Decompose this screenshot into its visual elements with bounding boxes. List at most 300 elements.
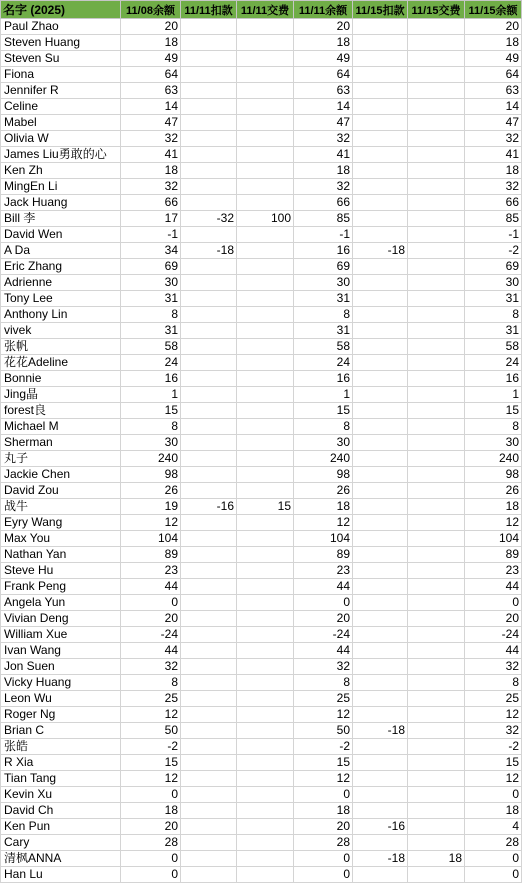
deduction-1115-cell[interactable] bbox=[353, 531, 408, 547]
payment-1115-cell[interactable] bbox=[408, 611, 465, 627]
deduction-1111-cell[interactable] bbox=[181, 307, 237, 323]
deduction-1111-cell[interactable] bbox=[181, 147, 237, 163]
name-cell[interactable]: Bill 李 bbox=[1, 211, 121, 227]
balance-1108-cell[interactable]: 15 bbox=[121, 755, 181, 771]
balance-1115-cell[interactable]: 32 bbox=[465, 723, 522, 739]
name-cell[interactable]: Han Lu bbox=[1, 867, 121, 883]
deduction-1111-cell[interactable] bbox=[181, 195, 237, 211]
name-cell[interactable]: Paul Zhao bbox=[1, 19, 121, 35]
payment-1111-cell[interactable] bbox=[237, 579, 294, 595]
deduction-1111-cell[interactable] bbox=[181, 675, 237, 691]
payment-1115-cell[interactable] bbox=[408, 243, 465, 259]
payment-1115-cell[interactable] bbox=[408, 771, 465, 787]
deduction-1111-cell[interactable] bbox=[181, 259, 237, 275]
payment-1115-cell[interactable] bbox=[408, 579, 465, 595]
deduction-1111-cell[interactable] bbox=[181, 851, 237, 867]
balance-1111-cell[interactable]: 58 bbox=[294, 339, 353, 355]
deduction-1115-cell[interactable] bbox=[353, 627, 408, 643]
balance-1115-cell[interactable]: 8 bbox=[465, 675, 522, 691]
payment-1111-cell[interactable] bbox=[237, 563, 294, 579]
deduction-1111-cell[interactable] bbox=[181, 691, 237, 707]
deduction-1111-cell[interactable] bbox=[181, 435, 237, 451]
deduction-1115-cell[interactable] bbox=[353, 99, 408, 115]
payment-1111-cell[interactable] bbox=[237, 867, 294, 883]
balance-1115-cell[interactable]: 15 bbox=[465, 403, 522, 419]
deduction-1115-cell[interactable] bbox=[353, 419, 408, 435]
balance-1111-cell[interactable]: 26 bbox=[294, 483, 353, 499]
payment-1115-cell[interactable] bbox=[408, 595, 465, 611]
balance-1111-cell[interactable]: 30 bbox=[294, 435, 353, 451]
name-cell[interactable]: Celine bbox=[1, 99, 121, 115]
payment-1115-cell[interactable] bbox=[408, 643, 465, 659]
payment-1115-cell[interactable] bbox=[408, 739, 465, 755]
name-cell[interactable]: MingEn Li bbox=[1, 179, 121, 195]
payment-1111-cell[interactable] bbox=[237, 259, 294, 275]
balance-1108-cell[interactable]: 25 bbox=[121, 691, 181, 707]
name-cell[interactable]: forest良 bbox=[1, 403, 121, 419]
deduction-1115-cell[interactable] bbox=[353, 227, 408, 243]
payment-1111-cell[interactable] bbox=[237, 51, 294, 67]
balance-1115-cell[interactable]: 66 bbox=[465, 195, 522, 211]
payment-1115-cell[interactable] bbox=[408, 707, 465, 723]
balance-1108-cell[interactable]: 20 bbox=[121, 819, 181, 835]
balance-1111-cell[interactable]: 64 bbox=[294, 67, 353, 83]
payment-1115-cell[interactable] bbox=[408, 259, 465, 275]
balance-1115-cell[interactable]: 31 bbox=[465, 323, 522, 339]
balance-1111-cell[interactable]: 66 bbox=[294, 195, 353, 211]
balance-1108-cell[interactable]: 69 bbox=[121, 259, 181, 275]
balance-1108-cell[interactable]: 20 bbox=[121, 611, 181, 627]
balance-1108-cell[interactable]: 18 bbox=[121, 163, 181, 179]
balance-1115-cell[interactable]: 85 bbox=[465, 211, 522, 227]
name-cell[interactable]: Cary bbox=[1, 835, 121, 851]
name-cell[interactable]: William Xue bbox=[1, 627, 121, 643]
balance-1115-cell[interactable]: 15 bbox=[465, 755, 522, 771]
payment-1111-cell[interactable] bbox=[237, 835, 294, 851]
payment-1115-cell[interactable] bbox=[408, 163, 465, 179]
deduction-1111-cell[interactable] bbox=[181, 419, 237, 435]
balance-1115-cell[interactable]: 14 bbox=[465, 99, 522, 115]
payment-1115-cell[interactable] bbox=[408, 787, 465, 803]
balance-1115-cell[interactable]: 0 bbox=[465, 595, 522, 611]
balance-1115-cell[interactable]: 64 bbox=[465, 67, 522, 83]
deduction-1115-cell[interactable] bbox=[353, 211, 408, 227]
name-cell[interactable]: Ivan Wang bbox=[1, 643, 121, 659]
balance-1115-cell[interactable]: 18 bbox=[465, 163, 522, 179]
name-cell[interactable]: Eyry Wang bbox=[1, 515, 121, 531]
payment-1115-cell[interactable] bbox=[408, 435, 465, 451]
balance-1111-cell[interactable]: 20 bbox=[294, 19, 353, 35]
deduction-1111-cell[interactable] bbox=[181, 19, 237, 35]
deduction-1111-cell[interactable] bbox=[181, 739, 237, 755]
deduction-1111-cell[interactable] bbox=[181, 835, 237, 851]
deduction-1115-cell[interactable] bbox=[353, 771, 408, 787]
balance-1111-cell[interactable]: 20 bbox=[294, 819, 353, 835]
deduction-1115-cell[interactable] bbox=[353, 163, 408, 179]
name-cell[interactable]: Vicky Huang bbox=[1, 675, 121, 691]
deduction-1115-cell[interactable] bbox=[353, 403, 408, 419]
balance-1108-cell[interactable]: 12 bbox=[121, 771, 181, 787]
balance-1108-cell[interactable]: 0 bbox=[121, 787, 181, 803]
balance-1111-cell[interactable]: 44 bbox=[294, 643, 353, 659]
balance-1111-cell[interactable]: 30 bbox=[294, 275, 353, 291]
payment-1115-cell[interactable] bbox=[408, 67, 465, 83]
payment-1115-cell[interactable] bbox=[408, 403, 465, 419]
balance-1115-cell[interactable]: 24 bbox=[465, 355, 522, 371]
deduction-1115-cell[interactable]: -18 bbox=[353, 851, 408, 867]
payment-1111-cell[interactable] bbox=[237, 643, 294, 659]
payment-1111-cell[interactable] bbox=[237, 739, 294, 755]
payment-1115-cell[interactable] bbox=[408, 675, 465, 691]
balance-1111-cell[interactable]: -2 bbox=[294, 739, 353, 755]
deduction-1115-cell[interactable] bbox=[353, 707, 408, 723]
column-header-1111-deduction[interactable]: 11/11扣款 bbox=[181, 1, 237, 19]
balance-1115-cell[interactable]: 18 bbox=[465, 499, 522, 515]
balance-1108-cell[interactable]: 15 bbox=[121, 403, 181, 419]
column-header-1108-balance[interactable]: 11/08余额 bbox=[121, 1, 181, 19]
balance-1108-cell[interactable]: 66 bbox=[121, 195, 181, 211]
balance-1111-cell[interactable]: 18 bbox=[294, 35, 353, 51]
balance-1111-cell[interactable]: 49 bbox=[294, 51, 353, 67]
balance-1108-cell[interactable]: 30 bbox=[121, 435, 181, 451]
deduction-1115-cell[interactable] bbox=[353, 579, 408, 595]
balance-1111-cell[interactable]: 28 bbox=[294, 835, 353, 851]
deduction-1111-cell[interactable] bbox=[181, 355, 237, 371]
column-header-1115-balance[interactable]: 11/15余额 bbox=[465, 1, 522, 19]
balance-1111-cell[interactable]: 31 bbox=[294, 323, 353, 339]
payment-1111-cell[interactable] bbox=[237, 771, 294, 787]
balance-1115-cell[interactable]: 30 bbox=[465, 435, 522, 451]
column-header-1115-deduction[interactable]: 11/15扣款 bbox=[353, 1, 408, 19]
balance-1111-cell[interactable]: 44 bbox=[294, 579, 353, 595]
balance-1108-cell[interactable]: 19 bbox=[121, 499, 181, 515]
deduction-1111-cell[interactable] bbox=[181, 659, 237, 675]
balance-1108-cell[interactable]: 240 bbox=[121, 451, 181, 467]
balance-1115-cell[interactable]: 26 bbox=[465, 483, 522, 499]
balance-1111-cell[interactable]: -24 bbox=[294, 627, 353, 643]
balance-1108-cell[interactable]: 32 bbox=[121, 131, 181, 147]
name-cell[interactable]: Frank Peng bbox=[1, 579, 121, 595]
name-cell[interactable]: Steve Hu bbox=[1, 563, 121, 579]
balance-1108-cell[interactable]: 23 bbox=[121, 563, 181, 579]
balance-1111-cell[interactable]: 85 bbox=[294, 211, 353, 227]
balance-1111-cell[interactable]: 18 bbox=[294, 803, 353, 819]
name-cell[interactable]: Angela Yun bbox=[1, 595, 121, 611]
payment-1111-cell[interactable] bbox=[237, 227, 294, 243]
deduction-1111-cell[interactable] bbox=[181, 515, 237, 531]
balance-1108-cell[interactable]: 18 bbox=[121, 803, 181, 819]
balance-1111-cell[interactable]: 24 bbox=[294, 355, 353, 371]
deduction-1115-cell[interactable] bbox=[353, 339, 408, 355]
balance-1115-cell[interactable]: 0 bbox=[465, 787, 522, 803]
payment-1111-cell[interactable] bbox=[237, 627, 294, 643]
deduction-1115-cell[interactable] bbox=[353, 691, 408, 707]
payment-1115-cell[interactable] bbox=[408, 835, 465, 851]
deduction-1115-cell[interactable] bbox=[353, 659, 408, 675]
balance-1108-cell[interactable]: -1 bbox=[121, 227, 181, 243]
balance-1115-cell[interactable]: 8 bbox=[465, 307, 522, 323]
payment-1115-cell[interactable] bbox=[408, 211, 465, 227]
balance-1115-cell[interactable]: 8 bbox=[465, 419, 522, 435]
name-cell[interactable]: A Da bbox=[1, 243, 121, 259]
payment-1111-cell[interactable] bbox=[237, 275, 294, 291]
payment-1115-cell[interactable] bbox=[408, 355, 465, 371]
deduction-1111-cell[interactable] bbox=[181, 643, 237, 659]
payment-1111-cell[interactable] bbox=[237, 387, 294, 403]
name-cell[interactable]: 张帆 bbox=[1, 339, 121, 355]
deduction-1111-cell[interactable] bbox=[181, 483, 237, 499]
balance-1111-cell[interactable]: 32 bbox=[294, 179, 353, 195]
name-cell[interactable]: Ken Zh bbox=[1, 163, 121, 179]
balance-1111-cell[interactable]: 0 bbox=[294, 787, 353, 803]
deduction-1111-cell[interactable] bbox=[181, 115, 237, 131]
deduction-1111-cell[interactable] bbox=[181, 339, 237, 355]
deduction-1111-cell[interactable] bbox=[181, 579, 237, 595]
payment-1111-cell[interactable] bbox=[237, 787, 294, 803]
balance-1111-cell[interactable]: 32 bbox=[294, 131, 353, 147]
payment-1111-cell[interactable] bbox=[237, 195, 294, 211]
payment-1115-cell[interactable] bbox=[408, 451, 465, 467]
balance-1115-cell[interactable]: -24 bbox=[465, 627, 522, 643]
balance-1111-cell[interactable]: 20 bbox=[294, 611, 353, 627]
deduction-1115-cell[interactable] bbox=[353, 275, 408, 291]
deduction-1115-cell[interactable] bbox=[353, 563, 408, 579]
name-cell[interactable]: David Zou bbox=[1, 483, 121, 499]
payment-1111-cell[interactable] bbox=[237, 611, 294, 627]
deduction-1111-cell[interactable] bbox=[181, 755, 237, 771]
name-cell[interactable]: Mabel bbox=[1, 115, 121, 131]
payment-1115-cell[interactable] bbox=[408, 115, 465, 131]
payment-1111-cell[interactable]: 15 bbox=[237, 499, 294, 515]
balance-1115-cell[interactable]: 240 bbox=[465, 451, 522, 467]
payment-1111-cell[interactable]: 100 bbox=[237, 211, 294, 227]
balance-1111-cell[interactable]: 12 bbox=[294, 707, 353, 723]
balance-1115-cell[interactable]: 12 bbox=[465, 515, 522, 531]
deduction-1115-cell[interactable] bbox=[353, 595, 408, 611]
payment-1111-cell[interactable] bbox=[237, 691, 294, 707]
deduction-1115-cell[interactable] bbox=[353, 83, 408, 99]
payment-1115-cell[interactable] bbox=[408, 371, 465, 387]
deduction-1115-cell[interactable] bbox=[353, 115, 408, 131]
payment-1111-cell[interactable] bbox=[237, 355, 294, 371]
payment-1111-cell[interactable] bbox=[237, 467, 294, 483]
payment-1115-cell[interactable] bbox=[408, 275, 465, 291]
payment-1111-cell[interactable] bbox=[237, 291, 294, 307]
balance-1108-cell[interactable]: 58 bbox=[121, 339, 181, 355]
balance-1115-cell[interactable]: 20 bbox=[465, 611, 522, 627]
deduction-1111-cell[interactable] bbox=[181, 787, 237, 803]
column-header-1111-balance[interactable]: 11/11余额 bbox=[294, 1, 353, 19]
balance-1115-cell[interactable]: -2 bbox=[465, 243, 522, 259]
payment-1115-cell[interactable]: 18 bbox=[408, 851, 465, 867]
payment-1115-cell[interactable] bbox=[408, 691, 465, 707]
balance-1115-cell[interactable]: 58 bbox=[465, 339, 522, 355]
name-cell[interactable]: Steven Su bbox=[1, 51, 121, 67]
payment-1111-cell[interactable] bbox=[237, 19, 294, 35]
payment-1115-cell[interactable] bbox=[408, 467, 465, 483]
balance-1115-cell[interactable]: 63 bbox=[465, 83, 522, 99]
balance-1111-cell[interactable]: 8 bbox=[294, 419, 353, 435]
payment-1111-cell[interactable] bbox=[237, 179, 294, 195]
payment-1115-cell[interactable] bbox=[408, 819, 465, 835]
balance-1111-cell[interactable]: 63 bbox=[294, 83, 353, 99]
payment-1115-cell[interactable] bbox=[408, 323, 465, 339]
balance-1115-cell[interactable]: 32 bbox=[465, 659, 522, 675]
payment-1111-cell[interactable] bbox=[237, 435, 294, 451]
payment-1115-cell[interactable] bbox=[408, 499, 465, 515]
balance-1111-cell[interactable]: 14 bbox=[294, 99, 353, 115]
balance-1115-cell[interactable]: 23 bbox=[465, 563, 522, 579]
deduction-1115-cell[interactable] bbox=[353, 499, 408, 515]
balance-1111-cell[interactable]: 47 bbox=[294, 115, 353, 131]
name-cell[interactable]: Eric Zhang bbox=[1, 259, 121, 275]
payment-1115-cell[interactable] bbox=[408, 515, 465, 531]
deduction-1115-cell[interactable] bbox=[353, 35, 408, 51]
balance-1111-cell[interactable]: 69 bbox=[294, 259, 353, 275]
deduction-1115-cell[interactable] bbox=[353, 451, 408, 467]
name-cell[interactable]: Nathan Yan bbox=[1, 547, 121, 563]
payment-1111-cell[interactable] bbox=[237, 483, 294, 499]
name-cell[interactable]: Steven Huang bbox=[1, 35, 121, 51]
payment-1111-cell[interactable] bbox=[237, 371, 294, 387]
deduction-1115-cell[interactable] bbox=[353, 387, 408, 403]
deduction-1111-cell[interactable]: -32 bbox=[181, 211, 237, 227]
payment-1111-cell[interactable] bbox=[237, 307, 294, 323]
balance-1115-cell[interactable]: 47 bbox=[465, 115, 522, 131]
deduction-1111-cell[interactable] bbox=[181, 67, 237, 83]
deduction-1115-cell[interactable] bbox=[353, 675, 408, 691]
name-cell[interactable]: Tony Lee bbox=[1, 291, 121, 307]
balance-1111-cell[interactable]: -1 bbox=[294, 227, 353, 243]
balance-1111-cell[interactable]: 31 bbox=[294, 291, 353, 307]
payment-1115-cell[interactable] bbox=[408, 419, 465, 435]
balance-1108-cell[interactable]: 26 bbox=[121, 483, 181, 499]
deduction-1111-cell[interactable] bbox=[181, 819, 237, 835]
balance-1108-cell[interactable]: 0 bbox=[121, 595, 181, 611]
payment-1115-cell[interactable] bbox=[408, 179, 465, 195]
deduction-1115-cell[interactable] bbox=[353, 307, 408, 323]
balance-1108-cell[interactable]: 104 bbox=[121, 531, 181, 547]
name-cell[interactable]: Max You bbox=[1, 531, 121, 547]
balance-1115-cell[interactable]: 12 bbox=[465, 771, 522, 787]
payment-1115-cell[interactable] bbox=[408, 291, 465, 307]
balance-1108-cell[interactable]: 32 bbox=[121, 659, 181, 675]
deduction-1115-cell[interactable]: -16 bbox=[353, 819, 408, 835]
deduction-1115-cell[interactable] bbox=[353, 787, 408, 803]
payment-1111-cell[interactable] bbox=[237, 323, 294, 339]
balance-1111-cell[interactable]: 98 bbox=[294, 467, 353, 483]
deduction-1115-cell[interactable]: -18 bbox=[353, 723, 408, 739]
deduction-1111-cell[interactable] bbox=[181, 867, 237, 883]
balance-1115-cell[interactable]: 4 bbox=[465, 819, 522, 835]
deduction-1111-cell[interactable] bbox=[181, 371, 237, 387]
balance-1115-cell[interactable]: -1 bbox=[465, 227, 522, 243]
deduction-1115-cell[interactable] bbox=[353, 867, 408, 883]
balance-1108-cell[interactable]: 0 bbox=[121, 867, 181, 883]
deduction-1115-cell[interactable] bbox=[353, 515, 408, 531]
balance-1108-cell[interactable]: -2 bbox=[121, 739, 181, 755]
name-cell[interactable]: Kevin Xu bbox=[1, 787, 121, 803]
name-cell[interactable]: James Liu勇敢的心 bbox=[1, 147, 121, 163]
name-cell[interactable]: Jing晶 bbox=[1, 387, 121, 403]
payment-1115-cell[interactable] bbox=[408, 307, 465, 323]
payment-1115-cell[interactable] bbox=[408, 659, 465, 675]
balance-1111-cell[interactable]: 240 bbox=[294, 451, 353, 467]
balance-1115-cell[interactable]: 28 bbox=[465, 835, 522, 851]
balance-1115-cell[interactable]: 104 bbox=[465, 531, 522, 547]
deduction-1115-cell[interactable] bbox=[353, 67, 408, 83]
balance-1108-cell[interactable]: 32 bbox=[121, 179, 181, 195]
balance-1115-cell[interactable]: 32 bbox=[465, 179, 522, 195]
deduction-1115-cell[interactable] bbox=[353, 323, 408, 339]
balance-1111-cell[interactable]: 41 bbox=[294, 147, 353, 163]
balance-1108-cell[interactable]: 30 bbox=[121, 275, 181, 291]
deduction-1115-cell[interactable] bbox=[353, 467, 408, 483]
balance-1111-cell[interactable]: 89 bbox=[294, 547, 353, 563]
balance-1111-cell[interactable]: 12 bbox=[294, 771, 353, 787]
deduction-1115-cell[interactable] bbox=[353, 835, 408, 851]
payment-1115-cell[interactable] bbox=[408, 339, 465, 355]
deduction-1115-cell[interactable] bbox=[353, 51, 408, 67]
payment-1111-cell[interactable] bbox=[237, 659, 294, 675]
payment-1111-cell[interactable] bbox=[237, 803, 294, 819]
payment-1115-cell[interactable] bbox=[408, 131, 465, 147]
balance-1108-cell[interactable]: 8 bbox=[121, 419, 181, 435]
column-header-name[interactable]: 名字 (2025) bbox=[1, 1, 121, 19]
deduction-1115-cell[interactable] bbox=[353, 371, 408, 387]
deduction-1115-cell[interactable] bbox=[353, 483, 408, 499]
payment-1111-cell[interactable] bbox=[237, 339, 294, 355]
deduction-1115-cell[interactable] bbox=[353, 131, 408, 147]
balance-1108-cell[interactable]: 47 bbox=[121, 115, 181, 131]
name-cell[interactable]: Jackie Chen bbox=[1, 467, 121, 483]
balance-1115-cell[interactable]: 98 bbox=[465, 467, 522, 483]
deduction-1111-cell[interactable] bbox=[181, 531, 237, 547]
name-cell[interactable]: Bonnie bbox=[1, 371, 121, 387]
deduction-1111-cell[interactable] bbox=[181, 99, 237, 115]
deduction-1111-cell[interactable]: -18 bbox=[181, 243, 237, 259]
payment-1111-cell[interactable] bbox=[237, 515, 294, 531]
balance-1115-cell[interactable]: 30 bbox=[465, 275, 522, 291]
payment-1115-cell[interactable] bbox=[408, 867, 465, 883]
payment-1111-cell[interactable] bbox=[237, 547, 294, 563]
payment-1115-cell[interactable] bbox=[408, 195, 465, 211]
balance-1115-cell[interactable]: 0 bbox=[465, 867, 522, 883]
balance-1115-cell[interactable]: 18 bbox=[465, 35, 522, 51]
balance-1108-cell[interactable]: 64 bbox=[121, 67, 181, 83]
payment-1111-cell[interactable] bbox=[237, 755, 294, 771]
balance-1115-cell[interactable]: 20 bbox=[465, 19, 522, 35]
balance-1115-cell[interactable]: -2 bbox=[465, 739, 522, 755]
balance-1111-cell[interactable]: 15 bbox=[294, 755, 353, 771]
name-cell[interactable]: Leon Wu bbox=[1, 691, 121, 707]
balance-1111-cell[interactable]: 104 bbox=[294, 531, 353, 547]
deduction-1111-cell[interactable] bbox=[181, 35, 237, 51]
balance-1108-cell[interactable]: 34 bbox=[121, 243, 181, 259]
balance-1111-cell[interactable]: 16 bbox=[294, 243, 353, 259]
deduction-1115-cell[interactable] bbox=[353, 355, 408, 371]
balance-1111-cell[interactable]: 25 bbox=[294, 691, 353, 707]
name-cell[interactable]: R Xia bbox=[1, 755, 121, 771]
balance-1108-cell[interactable]: 0 bbox=[121, 851, 181, 867]
balance-1108-cell[interactable]: 16 bbox=[121, 371, 181, 387]
balance-1115-cell[interactable]: 1 bbox=[465, 387, 522, 403]
deduction-1111-cell[interactable] bbox=[181, 275, 237, 291]
balance-1108-cell[interactable]: 89 bbox=[121, 547, 181, 563]
deduction-1111-cell[interactable] bbox=[181, 803, 237, 819]
balance-1111-cell[interactable]: 12 bbox=[294, 515, 353, 531]
deduction-1115-cell[interactable] bbox=[353, 19, 408, 35]
